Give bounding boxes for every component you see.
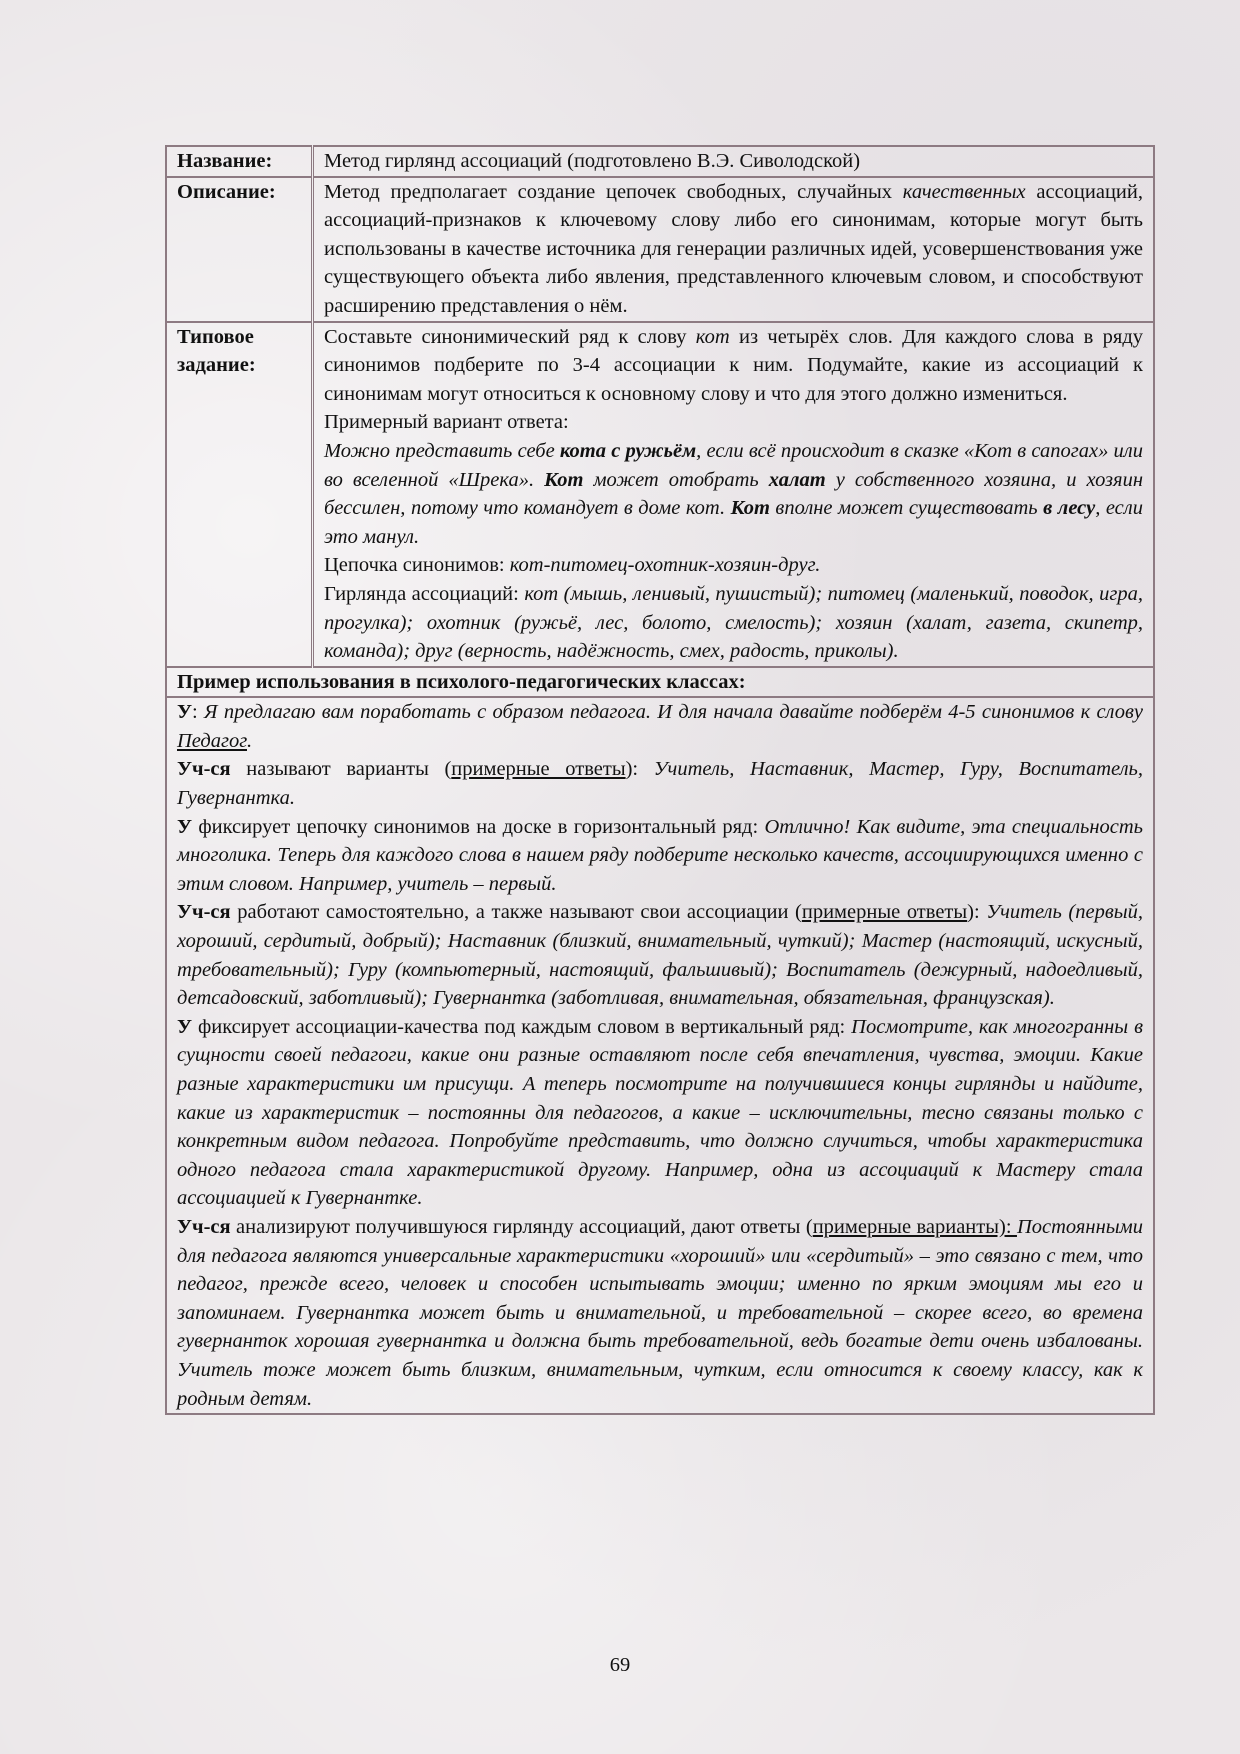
speaker-teacher: У — [177, 815, 193, 838]
task-instruction — [324, 323, 1143, 409]
speaker-students: Уч-ся — [177, 901, 231, 924]
example-paragraph-4 — [177, 898, 1143, 1012]
task-keyword: кот — [695, 325, 730, 348]
row-task — [166, 322, 1154, 667]
p4-after: ): — [967, 901, 987, 924]
chain-label: Цепочка синонимов: — [324, 554, 510, 577]
name-value: Метод гирлянд ассоциаций (подготовлено В.Э. Сиволодской) — [313, 146, 1155, 177]
description-text — [313, 177, 1155, 322]
sample-s6: халат — [768, 468, 826, 491]
row-description — [166, 177, 1154, 322]
example-paragraph-5 — [177, 1013, 1143, 1213]
speaker-students: Уч-ся — [177, 758, 231, 781]
chain-value: кот-питомец-охотник-хозяин-друг. — [509, 554, 821, 577]
example-paragraph-2 — [177, 755, 1143, 812]
task-text-2: из четырёх слов. Для каждого слова в ряду синонимов подберите по 3-4 ассоциации к ним. Подумайте, какие из ассоциаций к синонимам могут относиться к основному слову и что для этого должно измениться. — [324, 325, 1144, 405]
task-text-1: Составьте синонимический ряд к слову — [324, 325, 696, 348]
sample-s10: в лесу — [1043, 497, 1096, 520]
p1-colon: : — [192, 701, 205, 724]
task-content — [313, 322, 1155, 667]
method-table — [165, 145, 1155, 1415]
synonym-chain — [324, 551, 1143, 580]
p2-after: ): — [625, 758, 654, 781]
sample-s5: может отобрать — [583, 468, 769, 491]
example-header: Пример использования в психолого-педагогических классах: — [166, 667, 1154, 698]
name-label: Название: — [166, 146, 313, 177]
p1-keyword: Педагог — [177, 729, 247, 752]
sample-s2: кота с ружьём — [559, 439, 697, 462]
p4-italic: Учитель (первый, хороший, сердитый, добрый); Наставник (близкий, внимательный, чуткий); Мастер (настоящий, искусный, требовательный); Гуру (компьютерный, настоящий, фальшивый); Воспитатель (дежурный, надоедливый, детсадовский, заботливый); Гувернантка (заботливая, внимательная, обязательная, французская). — [177, 901, 1143, 1010]
sample-intro: Примерный вариант ответа: — [324, 411, 569, 434]
garland-label: Гирлянда ассоциаций: — [324, 582, 525, 605]
sample-s4: Кот — [544, 468, 584, 491]
sample-answer — [324, 437, 1143, 551]
speaker-students: Уч-ся — [177, 1215, 231, 1238]
p5-italic: Посмотрите, как многогранны в сущности своей педагоги, какие они разные оставляют после себя впечатления, чувства, эмоции. Какие разные характеристики им присущи. А теперь посмотрите на получившиеся концы гирлянды и найдите, какие из характеристик – постоянны для педагогов, а какие – исключительны, тесно связаны только с конкретным видом педагога. Попробуйте представить, что должно случиться, чтобы характеристика одного педагога стала характеристикой другому. Например, одна из ассоциаций к Мастеру стала ассоциацией к Гувернантке. — [177, 1015, 1143, 1210]
p6-text: анализируют получившуюся гирлянду ассоциаций, дают ответы ( — [230, 1215, 813, 1238]
example-paragraph-6 — [177, 1213, 1143, 1413]
garland-value: кот (мышь, ленивый, пушистый); питомец (маленький, поводок, игра, прогулка); охотник (ружьё, лес, болото, смелость); хозяин (халат, газета, скипетр, команда); друг (верность, надёжность, смех, радость, приколы). — [324, 582, 1143, 663]
example-content — [166, 697, 1154, 1414]
page-number: 69 — [609, 1654, 631, 1676]
sample-s3: , если всё происходит в сказке «Кот в сапогах» или во вселенной «Шрека». — [324, 439, 1143, 491]
sample-s7: у собственного хозяина, и хозяин бессилен, потому что командует в доме кот. — [324, 468, 1144, 520]
description-italic-word: качественных — [902, 180, 1026, 203]
p4-underlined: примерные ответы — [801, 901, 968, 924]
task-label: Типовое задание: — [166, 322, 313, 667]
p4-text: работают самостоятельно, а также называют свои ассоциации ( — [230, 901, 802, 924]
p2-underlined: примерные ответы — [451, 758, 626, 781]
row-example — [166, 697, 1154, 1414]
p6-underlined: примерные варианты): — [812, 1215, 1017, 1238]
sample-s11: , если это манул. — [324, 497, 1143, 548]
p5-text: фиксирует ассоциации-качества под каждым словом в вертикальный ряд: — [192, 1015, 852, 1038]
speaker-teacher: У — [177, 1015, 193, 1038]
sample-s1: Можно представить себе — [324, 439, 560, 462]
description-label: Описание: — [166, 177, 313, 322]
p3-italic: Отлично! Как видите, эта специальность многолика. Теперь для каждого слова в нашем ряду подберите несколько качеств, ассоциирующихся именно с этим словом. Например, учитель – первый. — [177, 815, 1144, 895]
p1-end: . — [247, 729, 253, 752]
description-part-3: ассоциаций, ассоциаций-признаков к ключевому слову либо его синонимам, которые могут быть использованы в качестве источника для генерации различных идей, усовершенствования уже существующего объекта либо явления, представленного ключевым словом, и способствуют расширению представления о нём. — [324, 180, 1144, 317]
description-part-1: Метод предполагает создание цепочек свободных, случайных — [324, 180, 893, 203]
p1-text: Я предлагаю вам поработать с образом педагога. И для начала давайте подберём 4-5 синонимов к слову — [204, 701, 1143, 724]
p2-text: называют варианты ( — [230, 758, 452, 781]
sample-s8: Кот — [730, 497, 770, 520]
row-example-header — [166, 667, 1154, 698]
example-paragraph-3 — [177, 813, 1143, 899]
p2-italic: Учитель, Наставник, Мастер, Гуру, Воспитатель, Гувернантка. — [177, 758, 1143, 810]
row-name — [166, 146, 1154, 177]
speaker-teacher: У — [177, 701, 193, 724]
example-paragraph-1 — [177, 698, 1143, 755]
p6-italic: Постоянными для педагога являются универсальные характеристики «хороший» или «сердитый» – это связано с тем, что педагог, прежде всего, человек и способен испытывать эмоции; именно по ярким эмоциям мы его и запоминаем. Гувернантка может быть и внимательной, и требовательной – скорее всего, во времена гувернанток хорошая гувернантка и должна быть требовательной, ведь богатые дети очень избалованы. Учитель тоже может быть близким, внимательным, чутким, если относится к своему классу, как к родным детям. — [177, 1215, 1143, 1410]
sample-s9: вполне может существовать — [769, 497, 1044, 520]
p3-text: фиксирует цепочку синонимов на доске в горизонтальный ряд: — [192, 815, 765, 838]
association-garland — [324, 580, 1143, 666]
